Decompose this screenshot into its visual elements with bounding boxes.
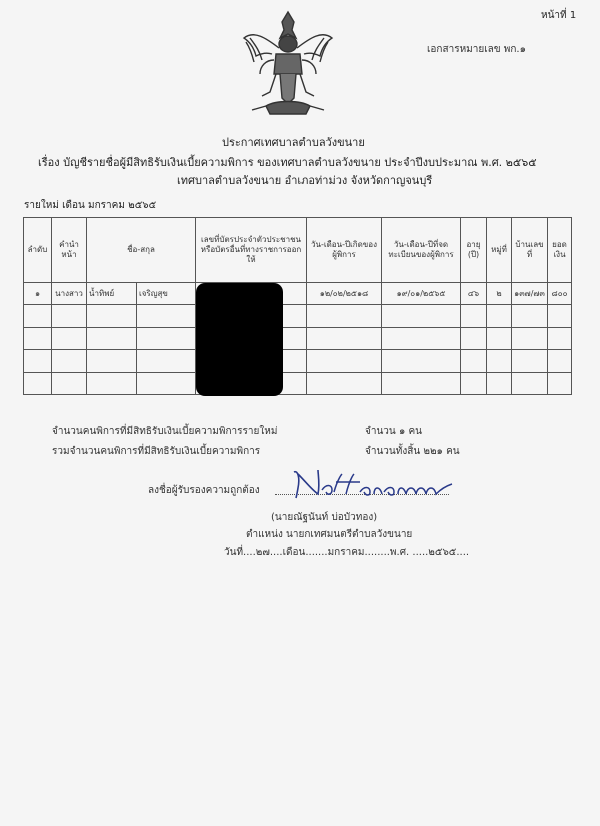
new-recipients-label: จำนวนคนพิการที่มีสิทธิรับเงินเบี้ยความพิการรายใหม่ [52,426,278,437]
page-number: หน้าที่ 1 [541,10,577,21]
cell-amount [548,327,572,349]
header-no: ลำดับ [24,218,52,283]
recipients-table [23,217,572,395]
announcement-subject: เรื่อง บัญชีรายชื่อผู้มีสิทธิรับเงินเบี้ยความพิการ ของเทศบาลตำบลวังขนาย ประจำปีงบประมาณ พ.ศ. ๒๕๖๕ [38,156,537,169]
cell-amount [548,372,572,394]
cell-moo [487,350,512,372]
cell-moo [487,327,512,349]
header-name: ชื่อ-สกุล [87,218,196,283]
cell-first-name [87,327,137,349]
cell-prefix [52,372,87,394]
cell-age [461,350,487,372]
cell-moo: ๒ [487,283,512,305]
cell-regdate [382,350,461,372]
cell-no: ๑ [24,283,52,305]
handwritten-signature [288,464,458,504]
signature-label: ลงชื่อผู้รับรองความถูกต้อง [148,485,260,496]
signatory-position: ตำแหน่ง นายกเทศมนตรีตำบลวังขนาย [246,529,413,540]
cell-prefix: นางสาว [52,283,87,305]
cell-house [512,305,548,327]
cell-house: ๑๓๗/๗๓ [512,283,548,305]
cell-dob: ๑๒/๐๒/๒๕๑๘ [307,283,382,305]
cell-amount [548,350,572,372]
cell-regdate [382,327,461,349]
cell-prefix [52,327,87,349]
table-header-row [24,218,572,283]
cell-house [512,350,548,372]
header-amount: ยอดเงิน [548,218,572,283]
announcement-location: เทศบาลตำบลวังขนาย อำเภอท่าม่วง จังหวัดกาญจนบุรี [177,174,433,187]
redaction-block [196,283,283,396]
cell-no [24,350,52,372]
cell-no [24,372,52,394]
table-row [24,350,572,372]
cell-age [461,305,487,327]
cell-last-name [137,305,196,327]
signature-date: วันที่....๒๗....เดือน.......มกราคม........พ.ศ. .....๒๕๖๕.... [224,547,470,558]
cell-dob [307,372,382,394]
header-prefix: คำนำหน้า [52,218,87,283]
cell-last-name [137,350,196,372]
cell-no [24,327,52,349]
new-recipients-count: จำนวน ๑ คน [365,426,422,437]
cell-no [24,305,52,327]
cell-prefix [52,350,87,372]
document-number: เอกสารหมายเลข พก.๑ [427,44,526,55]
cell-regdate [382,305,461,327]
cell-first-name [87,305,137,327]
cell-first-name [87,350,137,372]
cell-regdate: ๑๙/๐๑/๒๕๖๕ [382,283,461,305]
total-recipients-label: รวมจำนวนคนพิการที่มีสิทธิรับเงินเบี้ยความพิการ [52,446,261,457]
header-moo: หมู่ที่ [487,218,512,283]
cell-house [512,327,548,349]
garuda-emblem [236,8,340,120]
cell-first-name: น้ำทิพย์ [87,283,137,305]
cell-last-name [137,327,196,349]
header-regdate: วัน-เดือน-ปีที่จดทะเบียนของผู้พิการ [382,218,461,283]
cell-last-name [137,372,196,394]
cell-amount [548,305,572,327]
header-id: เลขที่บัตรประจำตัวประชาชนหรือบัตรอื่นที่ทางราชการออกให้ [196,218,307,283]
cell-prefix [52,305,87,327]
cell-dob [307,350,382,372]
cell-age: ๔๖ [461,283,487,305]
cell-dob [307,305,382,327]
table-subheading: รายใหม่ เดือน มกราคม ๒๕๖๕ [24,200,157,211]
total-recipients-count: จำนวนทั้งสิ้น ๒๒๑ คน [365,446,460,457]
cell-age [461,327,487,349]
cell-first-name [87,372,137,394]
header-dob: วัน-เดือน-ปีเกิดของผู้พิการ [307,218,382,283]
cell-last-name: เจริญสุข [137,283,196,305]
cell-moo [487,372,512,394]
header-house: บ้านเลขที่ [512,218,548,283]
signatory-name: (นายณัฐนันท์ บ่อบัวทอง) [271,512,378,523]
cell-house [512,372,548,394]
announcement-title: ประกาศเทศบาลตำบลวังขนาย [222,136,365,149]
cell-amount: ๘๐๐ [548,283,572,305]
cell-dob [307,327,382,349]
cell-regdate [382,372,461,394]
table-row [24,305,572,327]
table-row [24,327,572,349]
table-row [24,372,572,394]
cell-moo [487,305,512,327]
header-age: อายุ (ปี) [461,218,487,283]
table-row [24,283,572,305]
cell-age [461,372,487,394]
